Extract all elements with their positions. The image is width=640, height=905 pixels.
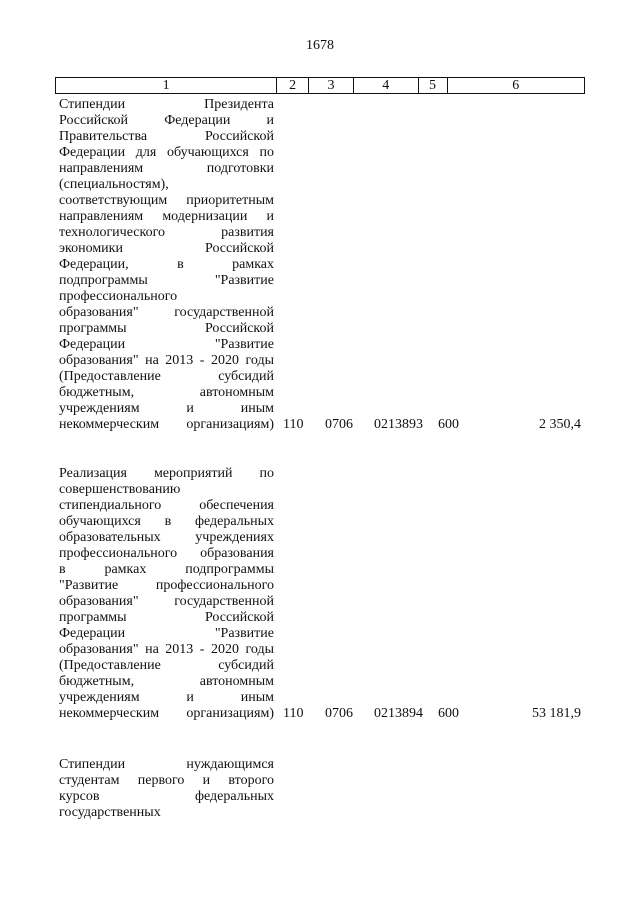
column-header-4: 4 <box>354 78 419 93</box>
description-line: Федерации для обучающихся по <box>59 145 274 160</box>
description-line: Федерации, в рамках <box>59 257 274 272</box>
description-line: некоммерческим организациям) <box>59 417 274 432</box>
description-line: подпрограммы "Развитие <box>59 273 274 288</box>
description-line: государственных <box>59 805 161 820</box>
amount-value: 53 181,9 <box>532 706 581 721</box>
description-line: совершенствованию <box>59 482 181 497</box>
description-line: программы Российской <box>59 610 274 625</box>
column-header-5: 5 <box>419 78 448 93</box>
expense-type-code: 600 <box>438 417 459 432</box>
description-line: студентам первого и второго <box>59 773 274 788</box>
target-article-code: 0213893 <box>374 417 423 432</box>
description-line: обучающихся в федеральных <box>59 514 274 529</box>
ministry-code: 110 <box>283 417 304 432</box>
description-line: (Предоставление субсидий <box>59 369 274 384</box>
description-line: Российской Федерации и <box>59 113 274 128</box>
description-line: учреждениям и иным <box>59 401 274 416</box>
description-line: "Развитие профессионального <box>59 578 274 593</box>
amount-value: 2 350,4 <box>539 417 581 432</box>
description-line: Стипендии нуждающимся <box>59 757 274 772</box>
description-line: профессионального образования <box>59 546 274 561</box>
expense-type-code: 600 <box>438 706 459 721</box>
description-line: образования" на 2013 - 2020 годы <box>59 353 274 368</box>
description-line: бюджетным, автономным <box>59 674 274 689</box>
description-line: программы Российской <box>59 321 274 336</box>
description-line: стипендиального обеспечения <box>59 498 274 513</box>
description-line: соответствующим приоритетным <box>59 193 274 208</box>
description-line: образования" на 2013 - 2020 годы <box>59 642 274 657</box>
column-header-6: 6 <box>512 78 520 93</box>
section-code: 0706 <box>325 417 353 432</box>
description-line: Федерации "Развитие <box>59 626 274 641</box>
description-line: Федерации "Развитие <box>59 337 274 352</box>
page-number: 1678 <box>306 38 334 53</box>
target-article-code: 0213894 <box>374 706 423 721</box>
description-line: некоммерческим организациям) <box>59 706 274 721</box>
description-line: образования" государственной <box>59 594 274 609</box>
description-line: в рамках подпрограммы <box>59 562 274 577</box>
row-description <box>59 466 274 722</box>
description-line: технологического развития <box>59 225 274 240</box>
description-line: курсов федеральных <box>59 789 274 804</box>
column-header-2: 2 <box>277 78 309 93</box>
row-description <box>59 757 274 821</box>
description-line: учреждениям и иным <box>59 690 274 705</box>
description-line: образования" государственной <box>59 305 274 320</box>
description-line: Реализация мероприятий по <box>59 466 274 481</box>
section-code: 0706 <box>325 706 353 721</box>
column-header-3: 3 <box>309 78 354 93</box>
description-line: (Предоставление субсидий <box>59 658 274 673</box>
table-header <box>55 77 585 94</box>
description-line: Правительства Российской <box>59 129 274 144</box>
description-line: профессионального <box>59 289 178 304</box>
description-line: экономики Российской <box>59 241 274 256</box>
description-line: (специальностям), <box>59 177 169 192</box>
row-description <box>59 97 274 433</box>
description-line: Стипендии Президента <box>59 97 274 112</box>
ministry-code: 110 <box>283 706 304 721</box>
description-line: направлениям подготовки <box>59 161 274 176</box>
description-line: бюджетным, автономным <box>59 385 274 400</box>
column-header-1: 1 <box>56 78 277 93</box>
description-line: образовательных учреждениях <box>59 530 274 545</box>
description-line: направлениям модернизации и <box>59 209 274 224</box>
